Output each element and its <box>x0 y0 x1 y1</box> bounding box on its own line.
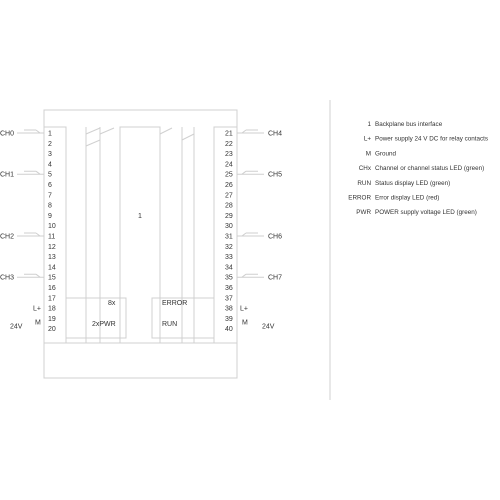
pin-number: 14 <box>48 264 56 272</box>
pin-number: 37 <box>225 295 233 303</box>
legend-text: POWER supply voltage LED (green) <box>375 209 477 217</box>
legend-key: RUN <box>357 179 371 187</box>
pin-number: 12 <box>48 243 56 251</box>
legend-text: Channel or channel status LED (green) <box>375 165 485 173</box>
legend-text: Error display LED (red) <box>375 194 440 202</box>
legend-key: PWR <box>356 209 371 217</box>
run-led-label: RUN <box>162 321 178 328</box>
channel-label: CH1 <box>0 171 15 179</box>
channel-label: CH5 <box>268 171 283 179</box>
pin-number: 24 <box>225 161 233 169</box>
lplus-label: L+ <box>240 305 248 313</box>
pin-number: 20 <box>48 326 56 334</box>
pin-number: 4 <box>48 161 52 169</box>
module-structure <box>44 100 330 400</box>
legend-key: ERROR <box>348 194 371 202</box>
channel-label: CH7 <box>268 274 283 282</box>
pin-number: 2 <box>48 140 52 148</box>
pin-number: 22 <box>225 140 233 148</box>
pin-number: 32 <box>225 243 233 251</box>
ground-label: M <box>242 319 248 327</box>
pin-number: 39 <box>225 315 233 323</box>
legend-text: Backplane bus interface <box>375 121 443 128</box>
pin-number: 23 <box>225 151 233 159</box>
pin-number: 33 <box>225 254 233 262</box>
channel-label: CH4 <box>268 130 283 138</box>
pin-number: 25 <box>225 171 233 179</box>
error-led-label: ERROR <box>162 300 188 307</box>
pin-number: 19 <box>48 315 56 323</box>
pin-number: 40 <box>225 326 233 334</box>
pin-number: 5 <box>48 171 52 179</box>
channel-label: CH0 <box>0 130 15 138</box>
legend-text: Status display LED (green) <box>375 179 451 187</box>
pin-number: 31 <box>225 233 233 241</box>
pin-number: 9 <box>48 212 52 220</box>
legend-key: 1 <box>367 121 371 128</box>
pin-number: 8 <box>48 202 52 210</box>
led-box-left <box>66 298 126 338</box>
pin-number: 10 <box>48 223 56 231</box>
module-label: 1 <box>138 213 142 220</box>
labels <box>0 131 282 334</box>
pin-number: 7 <box>48 192 52 200</box>
pin-number: 38 <box>225 305 233 313</box>
legend-text: Power supply 24 V DC for relay contacts <box>375 135 489 143</box>
pin-number: 13 <box>48 254 56 262</box>
channel-label: CH2 <box>0 233 15 241</box>
legend-text: Ground <box>375 150 397 158</box>
legend-key: M <box>365 150 371 158</box>
pin-number: 21 <box>225 130 233 138</box>
pin-number: 15 <box>48 274 56 282</box>
pin-number: 6 <box>48 182 52 189</box>
bottom-connection <box>44 343 237 378</box>
pin-number: 18 <box>48 305 56 313</box>
pin-number: 34 <box>225 264 233 272</box>
legend-key: CHx <box>358 165 371 173</box>
led-count-label: 8x <box>108 300 116 307</box>
channel-label: CH3 <box>0 274 15 282</box>
pin-number: 29 <box>225 212 233 220</box>
pin-number: 3 <box>48 151 52 159</box>
pin-number: 28 <box>225 202 233 210</box>
pin-number: 11 <box>48 233 56 241</box>
pwr-led-label: 2xPWR <box>92 321 116 328</box>
legend <box>348 121 488 216</box>
legend-key: L+ <box>363 135 371 143</box>
voltage-label: 24V <box>10 323 23 331</box>
pin-number: 35 <box>225 274 233 282</box>
pin-number: 16 <box>48 285 56 292</box>
pin-number: 27 <box>225 192 233 200</box>
pin-number: 36 <box>225 285 233 292</box>
lplus-label: L+ <box>33 305 41 313</box>
pin-number: 17 <box>48 295 56 303</box>
pin-number: 30 <box>225 223 233 231</box>
pin-number: 1 <box>48 130 52 138</box>
ground-label: M <box>35 319 41 327</box>
pin-number: 26 <box>225 182 233 189</box>
voltage-label: 24V <box>262 323 275 331</box>
channel-label: CH6 <box>268 233 283 241</box>
